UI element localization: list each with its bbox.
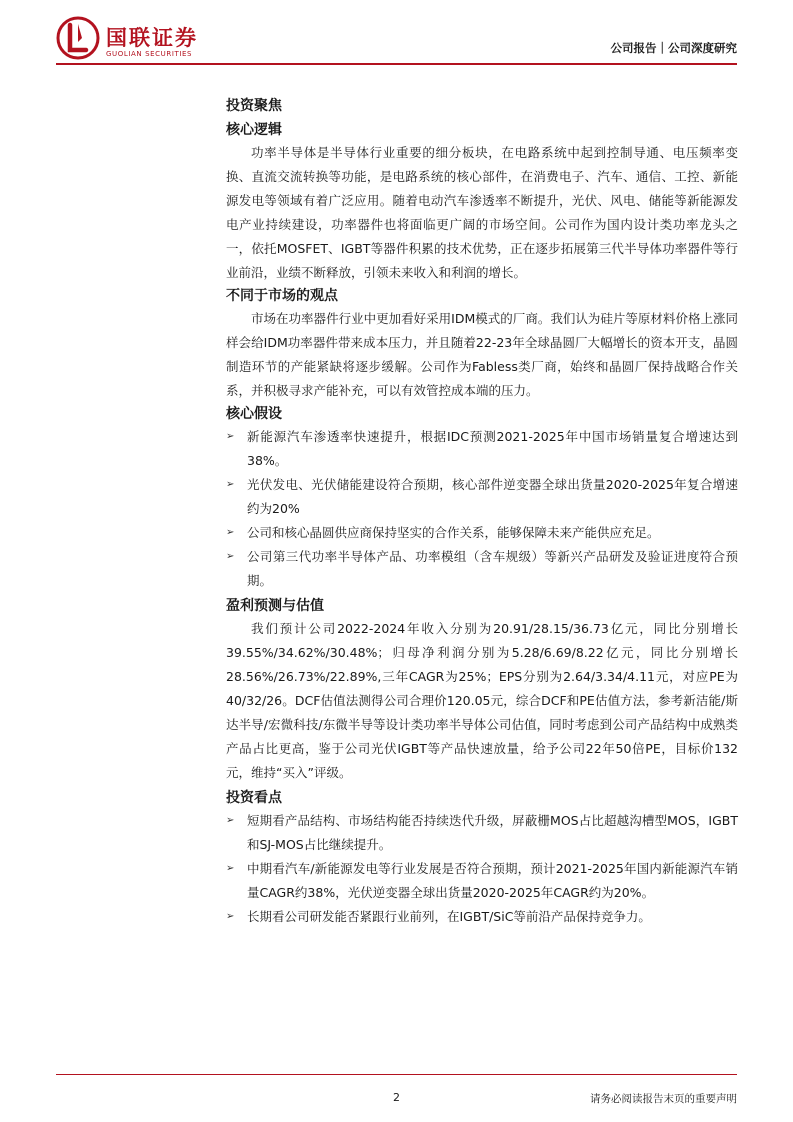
logo-chinese-name: 国联证券 <box>106 26 198 50</box>
list-item <box>226 857 738 905</box>
main-content <box>226 95 738 929</box>
list-item-text: 短期看产品结构、市场结构能否持续迭代升级，屏蔽栅MOS占比超越沟槽型MOS，IGBT和SJ-MOS占比继续提升。 <box>247 813 738 852</box>
footer-disclaimer: 请务必阅读报告末页的重要声明 <box>590 1093 737 1105</box>
arrow-bullet-icon: ➢ <box>226 815 235 826</box>
forecast-heading: 盈利预测与估值 <box>226 598 324 614</box>
list-item-text: 中期看汽车/新能源发电等行业发展是否符合预期，预计2021-2025年国内新能源汽车销量CAGR约38%，光伏逆变器全球出货量2020-2025年CAGR约为20%。 <box>247 861 738 900</box>
different-view-text: 市场在功率器件行业中更加看好采用IDM模式的厂商。我们认为硅片等原材料价格上涨同样会给IDM功率器件带来成本压力，并且随着22-23年全球晶圆厂大幅增长的资本开支，晶圆制造环节的产能紧缺将逐步缓解。公司作为Fabless类厂商，始终和晶圆厂保持战略合作关系，并积极寻求产能补充，可以有效管控成本端的压力。 <box>226 311 738 398</box>
different-view-heading: 不同于市场的观点 <box>226 288 338 304</box>
page-header <box>56 14 737 68</box>
list-item-text: 公司和核心晶圆供应商保持坚实的合作关系，能够保障未来产能供应充足。 <box>247 525 660 540</box>
core-assumptions-heading: 核心假设 <box>226 406 282 422</box>
arrow-bullet-icon: ➢ <box>226 527 235 538</box>
list-item <box>226 545 738 593</box>
list-item <box>226 425 738 473</box>
list-item-text: 光伏发电、光伏储能建设符合预期，核心部件逆变器全球出货量2020-2025年复合增速约为20% <box>247 477 738 516</box>
list-item <box>226 521 738 545</box>
report-type-tag: 公司报告｜公司深度研究 <box>610 41 737 55</box>
section-title: 投资聚焦 <box>226 98 282 114</box>
list-item-text: 新能源汽车渗透率快速提升，根据IDC预测2021-2025年中国市场销量复合增速达到38%。 <box>247 429 738 468</box>
guolian-logo-icon <box>56 16 100 60</box>
list-item-text: 长期看公司研发能否紧跟行业前列，在IGBT/SiC等前沿产品保持竞争力。 <box>247 909 651 924</box>
arrow-bullet-icon: ➢ <box>226 551 235 562</box>
forecast-text: 我们预计公司2022-2024年收入分别为20.91/28.15/36.73亿元，同比分别增长39.55%/34.62%/30.48%；归母净利润分别为5.28/6.69/8.22亿元，同比分别增长28.56%/26.73%/22.89%,三年CAGR为25%；EPS分别为2.64/3.34/4.11元，对应PE为40/32/26。DCF估值法测得公司合理价120.05元，综合DCF和PE估值方法，参考新洁能/斯达半导/宏微科技/东微半导等设计类功率半导体公司估值，同时考虑到公司产品结构中成熟类产品占比更高，鉴于公司光伏IGBT等产品快速放量，给予公司22年50倍PE，目标价132元，维持“买入”评级。 <box>226 621 738 780</box>
footer-divider <box>56 1074 737 1075</box>
arrow-bullet-icon: ➢ <box>226 479 235 490</box>
company-logo <box>56 16 256 66</box>
list-item <box>226 473 738 521</box>
page-number: 2 <box>393 1091 400 1104</box>
core-logic-text: 功率半导体是半导体行业重要的细分板块，在电路系统中起到控制导通、电压频率变换、直流交流转换等功能，是电路系统的核心部件，在消费电子、汽车、通信、工控、新能源发电等领域有着广泛应用。随着电动汽车渗透率不断提升，光伏、风电、储能等新能源发电产业持续建设，功率器件也将面临更广阔的市场空间。公司作为国内设计类功率龙头之一，依托MOSFET、IGBT等器件积累的技术优势，正在逐步拓展第三代半导体功率器件等行业前沿，业绩不断释放，引领未来收入和利润的增长。 <box>226 145 738 280</box>
list-item-text: 公司第三代功率半导体产品、功率模组（含车规级）等新兴产品研发及验证进度符合预期。 <box>247 549 738 588</box>
list-item <box>226 809 738 857</box>
core-logic-heading: 核心逻辑 <box>226 122 282 138</box>
list-item <box>226 905 738 929</box>
highlights-heading: 投资看点 <box>226 790 282 806</box>
arrow-bullet-icon: ➢ <box>226 911 235 922</box>
logo-english-name: GUOLIAN SECURITIES <box>106 50 193 58</box>
arrow-bullet-icon: ➢ <box>226 863 235 874</box>
header-divider <box>56 63 737 65</box>
arrow-bullet-icon: ➢ <box>226 431 235 442</box>
